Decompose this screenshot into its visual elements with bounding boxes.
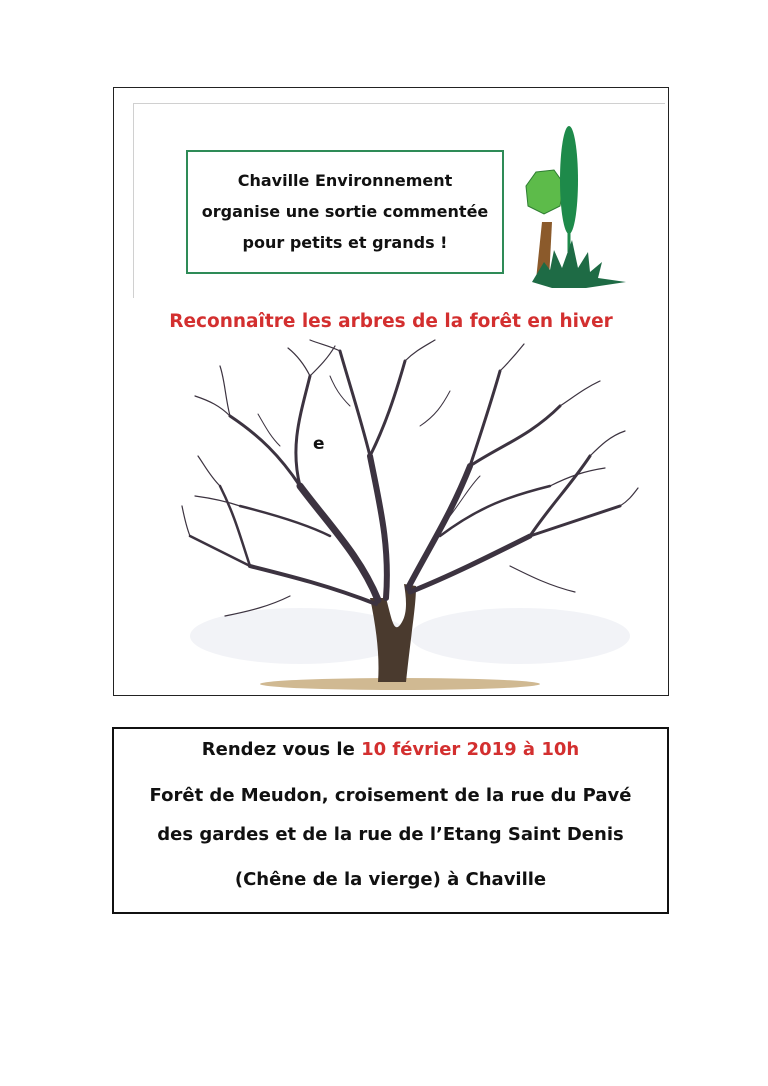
intro-line-1: Chaville Environnement: [237, 171, 453, 190]
stray-letter: e: [313, 434, 325, 454]
bare-tree-illustration: [180, 336, 640, 692]
intro-box: [186, 150, 504, 274]
rdv-prefix: Rendez vous le: [201, 739, 362, 760]
tree-logo-icon: [522, 122, 630, 290]
header-divider: [133, 103, 665, 104]
intro-line-2: organise une sortie commentée: [201, 202, 489, 221]
header-left-border: [133, 103, 134, 298]
location-line-3: (Chêne de la vierge) à Chaville: [234, 869, 547, 890]
logo-cypress: [560, 126, 578, 234]
rdv-line: [114, 739, 667, 760]
rdv-date: 10 février 2019 à 10h: [361, 739, 580, 760]
headline: Reconnaître les arbres de la forêt en hiver: [169, 311, 613, 332]
location-line-1: Forêt de Meudon, croisement de la rue du Pavé: [149, 785, 632, 806]
logo-round-tree: [526, 170, 564, 214]
info-box: [112, 727, 669, 914]
intro-line-3: pour petits et grands !: [242, 233, 448, 252]
location-line-2: des gardes et de la rue de l’Etang Saint Denis: [157, 824, 624, 845]
